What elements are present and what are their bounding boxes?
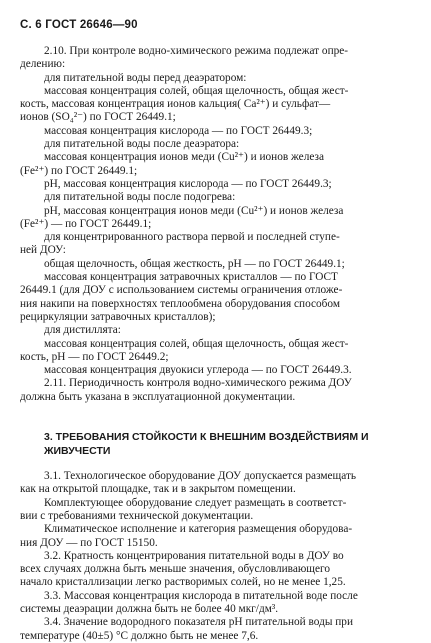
text-line: рециркуляции затравочных кристаллов);	[20, 310, 216, 323]
text-line: начало кристаллизации легко растворимых солей, но не менее 1,25.	[20, 576, 346, 589]
text-line: ней ДОУ:	[20, 244, 66, 257]
text-line: системы деаэрации должна быть не более 40 мкг/дм³.	[20, 602, 279, 615]
text-line: массовая концентрация кислорода — по ГОСТ 26449.3;	[44, 124, 313, 137]
text-line: для питательной воды после подогрева:	[44, 191, 236, 204]
text-line: ния накипи на поверхностях теплообмена оборудования способом	[20, 297, 341, 310]
text-line: 3.4. Значение водородного показателя pH питательной воды при	[44, 616, 353, 629]
page-header: С. 6 ГОСТ 26646—90	[20, 19, 138, 31]
spacer	[20, 458, 412, 470]
section-title: ЖИВУЧЕСТИ	[44, 445, 111, 458]
text-line: массовая концентрация двуокиси углерода — по ГОСТ 26449.3.	[44, 364, 352, 377]
text-line: 3.1. Технологическое оборудование ДОУ допускается размещать	[44, 470, 357, 483]
text-line: для питательной воды перед деаэратором:	[44, 71, 247, 84]
text-line: для дистиллята:	[44, 324, 121, 337]
line-text: 2.10. При контроле водно-химического режима подлежат опре-	[44, 45, 349, 57]
text-line: кость, pH — по ГОСТ 26449.2;	[20, 350, 169, 363]
text-line: массовая концентрация затравочных кристаллов — по ГОСТ	[44, 271, 338, 284]
text-line: Комплектующее оборудование следует размещать в соответст-	[44, 496, 347, 509]
text-line: как на открытой площадке, так и в закрытом помещении.	[20, 483, 296, 496]
text-line: делению:	[20, 58, 66, 71]
text-line: 2.11. Периодичность контроля водно-химического режима ДОУ	[44, 377, 352, 390]
document-body	[20, 45, 412, 643]
text-line: массовая концентрация солей, общая щелочность, общая жест-	[44, 84, 349, 97]
text-line: Климатическое исполнение и категория размещения оборудова-	[44, 523, 353, 536]
text-line: (Fe²⁺) — по ГОСТ 26449.1;	[20, 217, 152, 230]
text-line: 26449.1 (для ДОУ с использованием системы ограничения отложе-	[20, 284, 343, 297]
text-line: температуре (40±5) °С должно быть не менее 7,6.	[20, 629, 259, 642]
text-line: всех случаях должна быть меньше значения, обусловливающего	[20, 563, 330, 576]
text-line: для концентрированного раствора первой и последней ступе-	[44, 231, 340, 244]
text-line: должна быть указана в эксплуатационной документации.	[20, 390, 296, 403]
text-line: общая щелочность, общая жесткость, pH — по ГОСТ 26449.1;	[44, 257, 345, 270]
text-line: 3.3. Массовая концентрация кислорода в питательной воде после	[44, 589, 358, 602]
text-line: вии с требованиями технической документации.	[20, 509, 254, 522]
text-line	[20, 45, 412, 58]
text-line: pH, массовая концентрация кислорода — по ГОСТ 26449.3;	[44, 177, 332, 190]
text-line: 3.2. Кратность концентрирования питательной воды в ДОУ во	[44, 549, 344, 562]
text-line: ния ДОУ — по ГОСТ 15150.	[20, 536, 158, 549]
text-line: массовая концентрация солей, общая щелочность, общая жест-	[44, 337, 349, 350]
section-title: 3. ТРЕБОВАНИЯ СТОЙКОСТИ К ВНЕШНИМ ВОЗДЕЙСТВИЯМ И	[44, 431, 369, 444]
text-line: (Fe²⁺) по ГОСТ 26449.1;	[20, 164, 138, 177]
text-line: ионов (SO₄²⁻) по ГОСТ 26449.1;	[20, 111, 176, 124]
spacer	[20, 404, 412, 430]
text-line: массовая концентрация ионов меди (Cu²⁺) и ионов железа	[44, 151, 324, 164]
text-line: кость, массовая концентрация ионов кальция( Ca²⁺) и сульфат—	[20, 98, 331, 111]
text-line: для питательной воды после деаэратора:	[44, 138, 240, 151]
text-line: pH, массовая концентрация ионов меди (Cu²⁺) и ионов железа	[44, 204, 344, 217]
